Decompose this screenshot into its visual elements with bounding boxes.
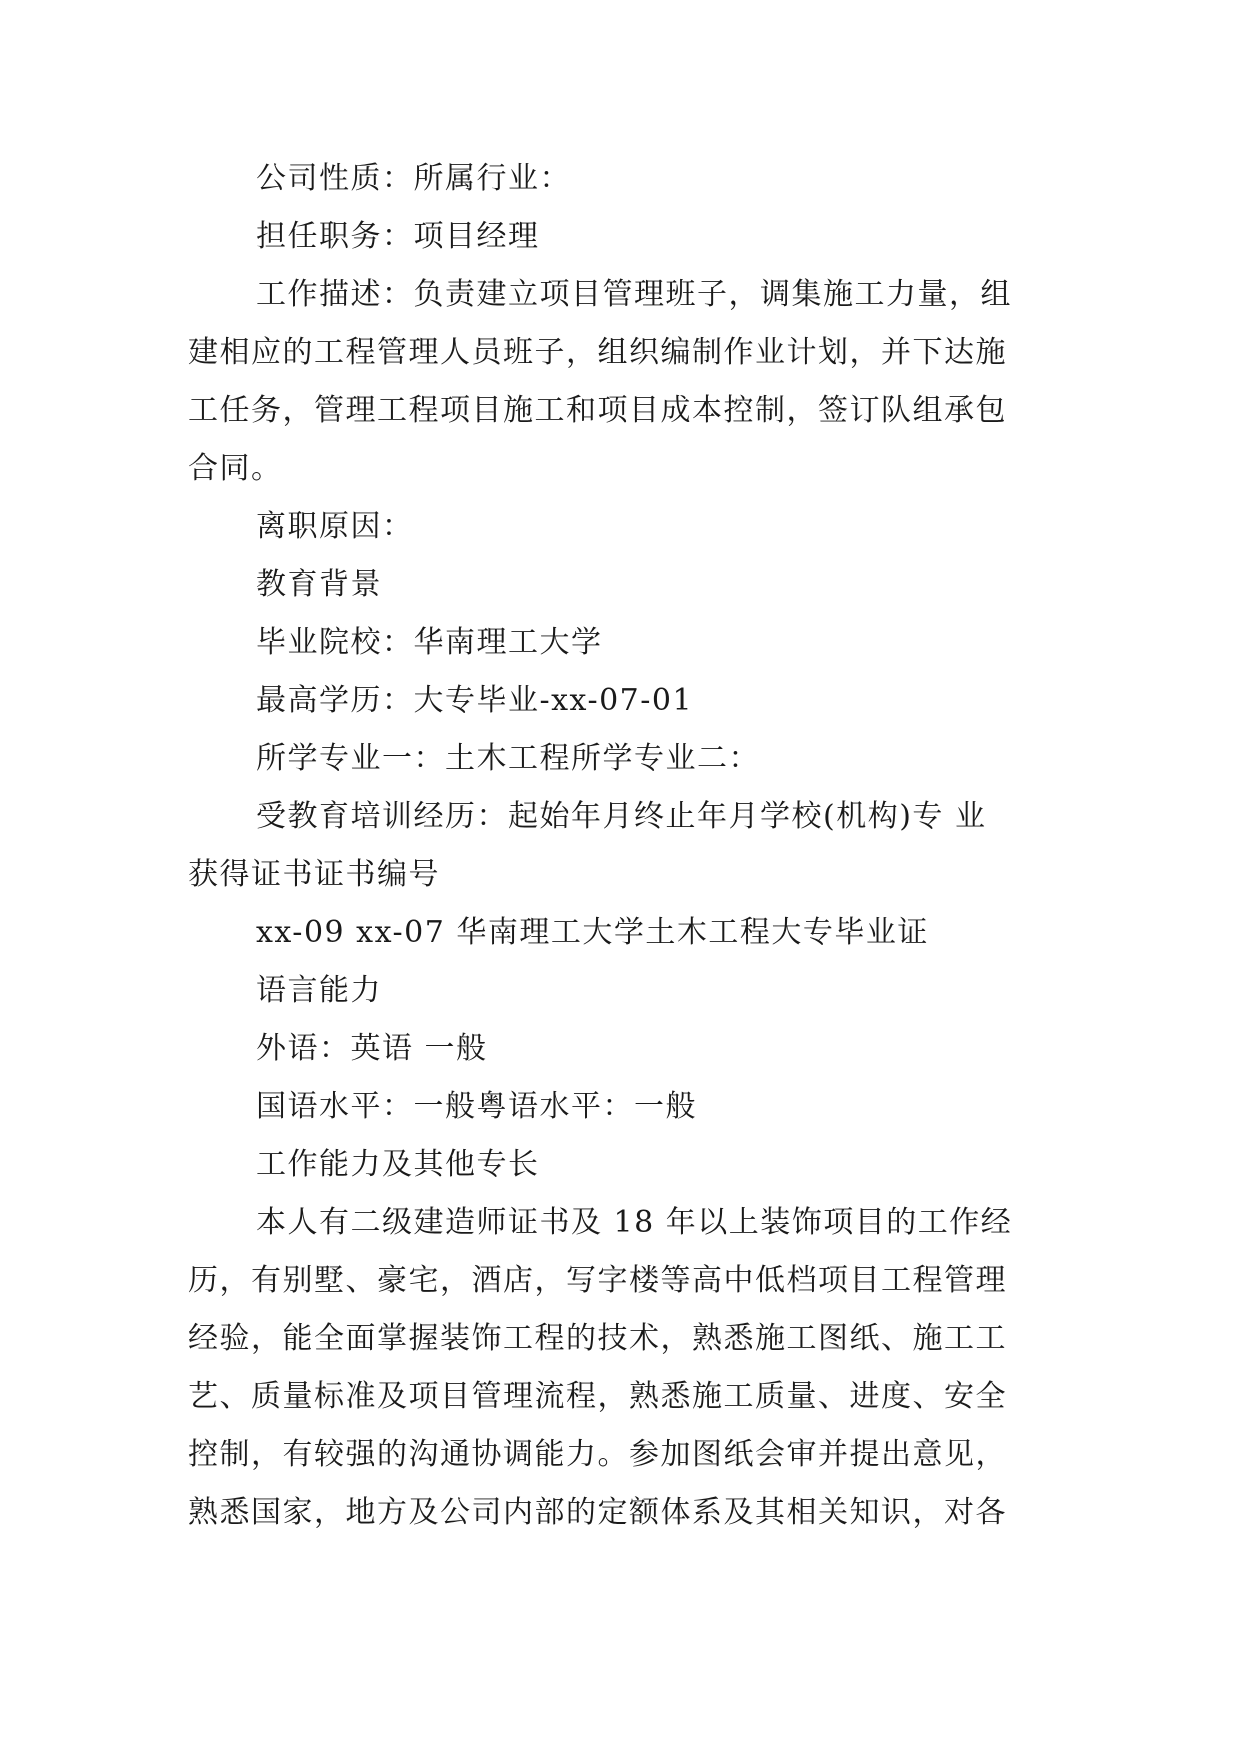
work-description-line: 合同。	[188, 451, 283, 486]
skills-description-line: 本人有二级建造师证书及 18 年以上装饰项目的工作经	[256, 1205, 1013, 1240]
skills-description-line: 经验，能全面掌握装饰工程的技术，熟悉施工图纸、施工工	[188, 1321, 1007, 1356]
majors-line: 所学专业一：土木工程所学专业二：	[256, 741, 760, 776]
skills-description-paragraph	[188, 1194, 1058, 1542]
leave-reason-line: 离职原因：	[256, 509, 414, 544]
training-history-line: 获得证书证书编号	[188, 857, 440, 892]
work-description-line: 工任务，管理工程项目施工和项目成本控制，签订队组承包	[188, 393, 1007, 428]
foreign-language-line: 外语：英语 一般	[256, 1031, 488, 1066]
work-description-line: 工作描述：负责建立项目管理班子，调集施工力量，组	[256, 277, 1012, 312]
education-heading: 教育背景	[256, 567, 382, 602]
position-line: 担任职务：项目经理	[256, 219, 540, 254]
skills-description-line: 艺、质量标准及项目管理流程，熟悉施工质量、进度、安全	[188, 1379, 1007, 1414]
mandarin-cantonese-line: 国语水平：一般粤语水平：一般	[256, 1089, 697, 1124]
training-record-line: xx-09 xx-07 华南理工大学土木工程大专毕业证	[256, 915, 929, 950]
training-history-line: 受教育培训经历：起始年月终止年月学校(机构)专 业	[256, 799, 987, 834]
skills-description-line: 熟悉国家，地方及公司内部的定额体系及其相关知识，对各	[188, 1495, 1007, 1530]
training-history-paragraph	[188, 788, 1058, 904]
work-description-paragraph	[188, 266, 1058, 498]
document-page	[188, 150, 1058, 1542]
language-heading: 语言能力	[256, 973, 382, 1008]
company-info-line: 公司性质：所属行业：	[256, 161, 571, 196]
highest-degree-line: 最高学历：大专毕业-xx-07-01	[256, 683, 694, 718]
skills-description-line: 历，有别墅、豪宅，酒店，写字楼等高中低档项目工程管理	[188, 1263, 1007, 1298]
work-description-line: 建相应的工程管理人员班子，组织编制作业计划，并下达施	[188, 335, 1007, 370]
skills-description-line: 控制，有较强的沟通协调能力。参加图纸会审并提出意见，	[188, 1437, 1007, 1472]
school-line: 毕业院校：华南理工大学	[256, 625, 603, 660]
skills-heading: 工作能力及其他专长	[256, 1147, 540, 1182]
